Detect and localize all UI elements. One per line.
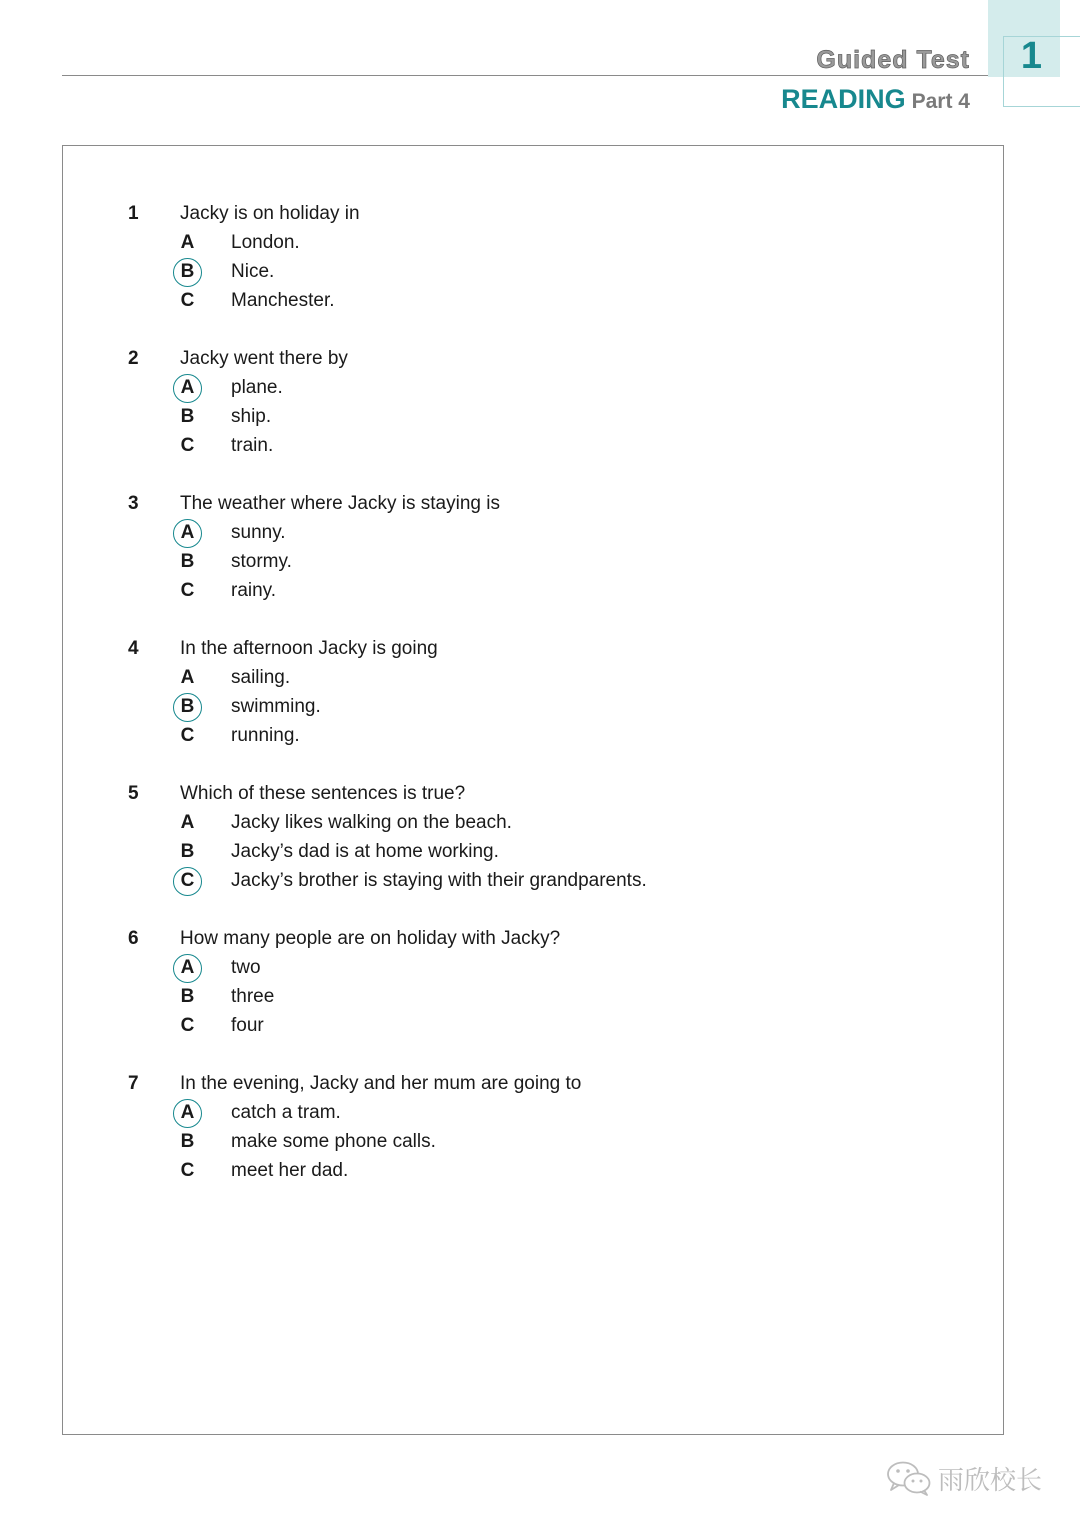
option-text: catch a tram. [231, 1102, 341, 1123]
option-letter: A [180, 666, 195, 688]
question-stem: Jacky went there by [180, 348, 348, 369]
question-stem: In the afternoon Jacky is going [180, 638, 438, 659]
option-text: sailing. [231, 667, 291, 688]
header-divider [62, 75, 988, 76]
question-5 [0, 779, 1080, 895]
option-text: sunny. [231, 522, 286, 543]
option-text: four [231, 1015, 264, 1036]
option-b [0, 692, 1080, 721]
option-letter: C [180, 289, 195, 311]
watermark-text: 雨欣校长 [938, 1465, 1043, 1496]
option-text: ship. [231, 406, 272, 427]
option-a [0, 953, 1080, 982]
option-letter: C [173, 867, 202, 896]
option-letter: B [173, 693, 202, 722]
option-c [0, 431, 1080, 460]
question-2 [0, 344, 1080, 460]
test-number: 1 [1020, 35, 1043, 77]
option-letter: C [180, 724, 195, 746]
option-text: London. [231, 232, 300, 253]
option-letter: B [180, 550, 195, 572]
watermark [886, 1458, 1042, 1498]
option-letter: B [180, 840, 195, 862]
question-number: 4 [128, 638, 139, 659]
question-number: 1 [128, 203, 139, 224]
question-stem: How many people are on holiday with Jacky? [180, 928, 561, 949]
option-c [0, 286, 1080, 315]
option-b [0, 547, 1080, 576]
option-letter: A [173, 954, 202, 983]
option-letter: C [180, 1014, 195, 1036]
option-c [0, 866, 1080, 895]
question-number: 6 [128, 928, 139, 949]
option-letter: C [180, 1159, 195, 1181]
question-number: 7 [128, 1073, 139, 1094]
option-text: Manchester. [231, 290, 335, 311]
option-text: meet her dad. [231, 1160, 349, 1181]
option-b [0, 402, 1080, 431]
option-letter: A [173, 519, 202, 548]
question-4 [0, 634, 1080, 750]
section-heading [781, 83, 970, 120]
option-a [0, 373, 1080, 402]
question-line [0, 199, 1080, 228]
question-number: 5 [128, 783, 139, 804]
question-line [0, 634, 1080, 663]
option-c [0, 1011, 1080, 1040]
option-text: Jacky’s dad is at home working. [231, 841, 499, 862]
option-a [0, 228, 1080, 257]
option-text: two [231, 957, 261, 978]
option-a [0, 808, 1080, 837]
question-number: 3 [128, 493, 139, 514]
question-1 [0, 199, 1080, 315]
question-line [0, 489, 1080, 518]
question-line [0, 1069, 1080, 1098]
question-line [0, 344, 1080, 373]
option-a [0, 1098, 1080, 1127]
option-letter: C [180, 579, 195, 601]
option-letter: B [180, 1130, 195, 1152]
option-text: plane. [231, 377, 283, 398]
option-text: train. [231, 435, 274, 456]
section-name: READING [781, 84, 906, 114]
section-part: Part 4 [911, 90, 970, 113]
option-text: swimming. [231, 696, 321, 717]
option-letter: B [180, 985, 195, 1007]
option-letter: C [180, 434, 195, 456]
option-a [0, 518, 1080, 547]
option-c [0, 721, 1080, 750]
question-number: 2 [128, 348, 139, 369]
option-b [0, 982, 1080, 1011]
option-text: make some phone calls. [231, 1131, 436, 1152]
question-stem: Jacky is on holiday in [180, 203, 360, 224]
option-text: stormy. [231, 551, 292, 572]
option-b [0, 837, 1080, 866]
option-letter: B [173, 258, 202, 287]
option-text: rainy. [231, 580, 277, 601]
option-letter: A [173, 1099, 202, 1128]
wechat-icon [886, 1460, 932, 1496]
option-text: three [231, 986, 275, 1007]
option-b [0, 257, 1080, 286]
option-c [0, 576, 1080, 605]
option-a [0, 663, 1080, 692]
option-letter: A [180, 811, 195, 833]
option-c [0, 1156, 1080, 1185]
question-stem: The weather where Jacky is staying is [180, 493, 500, 514]
question-6 [0, 924, 1080, 1040]
question-stem: Which of these sentences is true? [180, 783, 466, 804]
question-line [0, 779, 1080, 808]
option-letter: B [180, 405, 195, 427]
option-text: running. [231, 725, 300, 746]
option-letter: A [173, 374, 202, 403]
question-stem: In the evening, Jacky and her mum are going to [180, 1073, 582, 1094]
option-b [0, 1127, 1080, 1156]
page-title: Guided Test [816, 46, 970, 74]
option-text: Jacky likes walking on the beach. [231, 812, 512, 833]
question-line [0, 924, 1080, 953]
option-text: Jacky’s brother is staying with their grandparents. [231, 870, 647, 891]
question-7 [0, 1069, 1080, 1185]
option-letter: A [180, 231, 195, 253]
option-text: Nice. [231, 261, 275, 282]
question-3 [0, 489, 1080, 605]
